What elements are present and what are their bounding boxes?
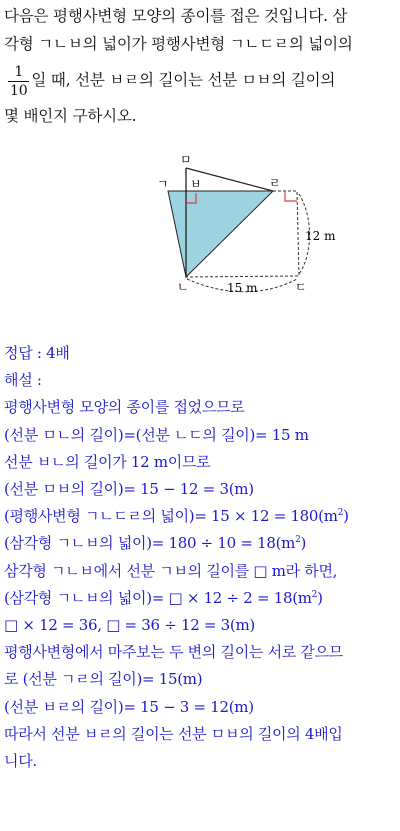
fraction-numerator: 1 xyxy=(14,63,24,80)
question-line-4: 몇 배인지 구하시오. xyxy=(4,107,137,125)
solution-line-12: (선분 ㅂㄹ의 길이)= 15 − 3 = 12(m) xyxy=(4,697,254,716)
fraction-one-tenth xyxy=(8,63,29,100)
label-b: ㅂ xyxy=(190,177,202,191)
solution-line-14: 니다. xyxy=(4,752,37,771)
question-text xyxy=(4,2,396,130)
label-g: ㄱ xyxy=(157,177,169,191)
solution-line-11: 로 (선분 ㄱㄹ의 길이)= 15(m) xyxy=(4,670,203,689)
solution-line-3: 선분 ㅂㄴ의 길이가 12 m이므로 xyxy=(4,452,211,471)
solution-line-5 xyxy=(4,503,396,530)
solution-line-1: 평행사변형 모양의 종이를 접었으므로 xyxy=(4,398,245,417)
question-line-2: 각형 ㄱㄴㅂ의 넓이가 평행사변형 ㄱㄴㄷㄹ의 넓이의 xyxy=(4,35,353,53)
solution-line-9: □ × 12 = 36, □ = 36 ÷ 12 = 3(m) xyxy=(4,616,255,635)
fraction-denominator: 10 xyxy=(10,82,28,99)
label-12m: 12 m xyxy=(305,229,336,243)
folded-parallelogram-figure xyxy=(155,150,336,300)
label-d: ㄷ xyxy=(295,280,307,294)
solution-line-4: (선분 ㅁㅂ의 길이)= 15 − 12 = 3(m) xyxy=(4,480,254,499)
solution-line-6 xyxy=(4,530,396,557)
explanation-heading: 해설 : xyxy=(4,371,42,390)
solution xyxy=(4,340,396,775)
solution-line-8-sup: 2 xyxy=(311,589,318,600)
right-angle-mark-r xyxy=(285,191,297,201)
answer-line: 정답 : 4배 xyxy=(4,344,70,362)
solution-line-7: 삼각형 ㄱㄴㅂ에서 선분 ㄱㅂ의 길이를 □ m라 하면, xyxy=(4,561,338,580)
solution-line-5-a: (평행사변형 ㄱㄴㄷㄹ의 넓이)= 15 × 12 = 180(m xyxy=(4,507,338,526)
solution-line-8-b: ) xyxy=(317,588,323,607)
solution-line-6-a: (삼각형 ㄱㄴㅂ의 넓이)= 180 ÷ 10 = 18(m xyxy=(4,534,296,553)
solution-line-2: (선분 ㅁㄴ의 길이)=(선분 ㄴㄷ의 길이)= 15 m xyxy=(4,425,309,444)
label-m: ㅁ xyxy=(180,153,192,167)
solution-line-5-sup: 2 xyxy=(337,508,344,519)
question-line-3-text: 일 때, 선분 ㅂㄹ의 길이는 선분 ㅁㅂ의 길이의 xyxy=(31,71,336,89)
question-line-1: 다음은 평행사변형 모양의 종이를 접은 것입니다. 삼 xyxy=(4,7,348,25)
label-15m: 15 m xyxy=(227,281,258,295)
solution-line-8-a: (삼각형 ㄱㄴㅂ의 넓이)= □ × 12 ÷ 2 = 18(m xyxy=(4,588,312,607)
folded-triangle-shape xyxy=(168,191,273,277)
solution-line-5-b: ) xyxy=(343,507,349,526)
solution-line-8 xyxy=(4,585,396,612)
solution-line-6-sup: 2 xyxy=(295,535,301,546)
solution-line-6-b: ) xyxy=(300,534,307,553)
label-n: ㄴ xyxy=(177,280,189,294)
solution-line-13: 따라서 선분 ㅂㄹ의 길이는 선분 ㅁㅂ의 길이의 4배입 xyxy=(4,724,343,743)
solution-line-10: 평행사변형에서 마주보는 두 변의 길이는 서로 같으므 xyxy=(4,643,343,662)
question-line-3 xyxy=(4,58,396,102)
label-r: ㄹ xyxy=(269,176,281,190)
